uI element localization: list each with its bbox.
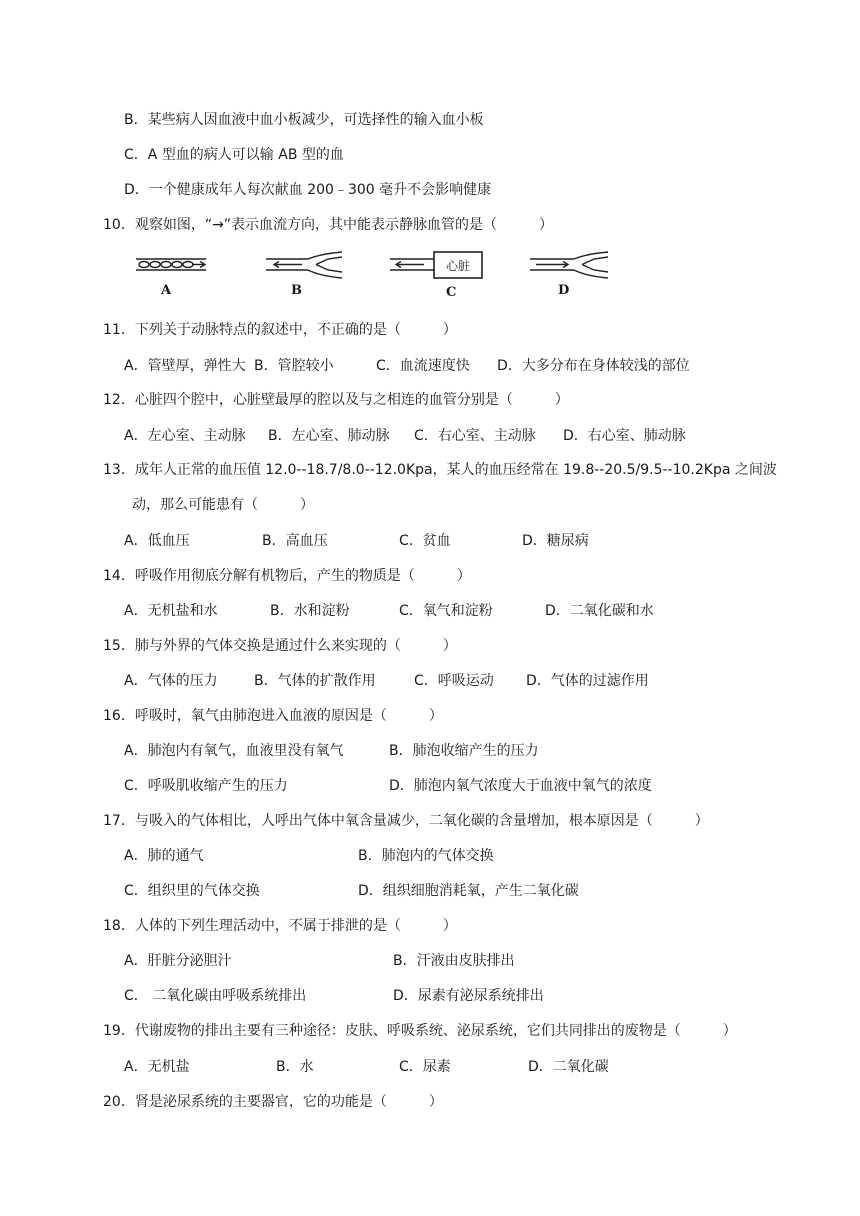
q9-option-d: D．一个健康成年人每次献血 200﹣300 毫升不会影响健康 [124,182,492,198]
vessel-b-diagram [266,252,342,278]
q15-option-b: B．气体的扩散作用 [254,673,376,689]
q13-option-d: D．糖尿病 [522,533,589,549]
q18-option-b: B．汗液由皮肤排出 [393,953,515,969]
heart-label: 心脏 [445,259,471,273]
q15-option-a: A．气体的压力 [124,673,218,689]
q13-option-b: B．高血压 [262,533,328,549]
q19-option-a: A．无机盐 [124,1059,190,1075]
q12-option-a: A．左心室、主动脉 [124,428,246,444]
q16-option-d: D．肺泡内氧气浓度大于血液中氧气的浓度 [389,778,652,794]
q15-option-c: C．呼吸运动 [414,673,494,689]
q14-option-a: A．无机盐和水 [124,603,218,619]
q16-option-a: A．肺泡内有氧气，血液里没有氧气 [124,743,344,759]
figure-label-a: A [161,283,172,298]
q19-option-b: B．水 [276,1059,314,1075]
figure-label-c: C [446,285,457,300]
q13-stem-continued: 动，那么可能患有（ ） [132,497,314,513]
q13-option-a: A．低血压 [124,533,190,549]
q12-option-d: D．右心室、肺动脉 [563,428,686,444]
q20-stem: 20．肾是泌尿系统的主要器官，它的功能是（ ） [103,1094,443,1110]
q11-option-d: D．大多分布在身体较浅的部位 [497,358,690,374]
vessel-diagrams [128,250,618,286]
q12-option-c: C．右心室、主动脉 [414,428,536,444]
q17-option-b: B．肺泡内的气体交换 [358,848,494,864]
q13-option-c: C．贫血 [399,533,451,549]
q11-option-b: B．管腔较小 [254,358,334,374]
figure-label-b: B [291,283,302,298]
q14-option-d: D．二氧化碳和水 [545,603,654,619]
q10-stem: 10．观察如图，“→”表示血流方向，其中能表示静脉血管的是（ ） [103,217,554,233]
q10-blood-vessel-figure [128,250,618,302]
q15-stem: 15．肺与外界的气体交换是通过什么来实现的（ ） [103,638,457,654]
q17-option-a: A．肺的通气 [124,848,204,864]
q14-option-c: C．氧气和淀粉 [399,603,493,619]
q16-option-b: B．肺泡收缩产生的压力 [389,743,539,759]
q18-option-a: A．肝脏分泌胆汁 [124,953,232,969]
q19-stem: 19．代谢废物的排出主要有三种途径：皮肤、呼吸系统、泌尿系统，它们共同排出的废物是（ ） [103,1023,737,1039]
q11-stem: 11．下列关于动脉特点的叙述中，不正确的是（ ） [103,322,457,338]
q11-option-c: C．血流速度快 [376,358,470,374]
q14-option-b: B．水和淀粉 [270,603,350,619]
vessel-a-diagram [136,259,206,270]
q12-option-b: B．左心室、肺动脉 [268,428,390,444]
q17-option-d: D．组织细胞消耗氧，产生二氧化碳 [358,883,579,899]
q12-stem: 12．心脏四个腔中，心脏壁最厚的腔以及与之相连的血管分别是（ ） [103,392,569,408]
q19-option-d: D．二氧化碳 [528,1059,609,1075]
vessel-d-diagram [530,252,608,278]
q15-option-d: D．气体的过滤作用 [526,673,649,689]
q17-stem: 17．与吸入的气体相比，人呼出气体中氧含量减少，二氧化碳的含量增加，根本原因是（ ） [103,813,709,829]
q14-stem: 14．呼吸作用彻底分解有机物后，产生的物质是（ ） [103,568,471,584]
q19-option-c: C．尿素 [399,1059,451,1075]
q18-stem: 18．人体的下列生理活动中，不属于排泄的是（ ） [103,918,457,934]
q16-stem: 16．呼吸时，氧气由肺泡进入血液的原因是（ ） [103,708,443,724]
figure-label-d: D [558,283,570,298]
q17-option-c: C．组织里的气体交换 [124,883,260,899]
q18-option-c: C． 二氧化碳由呼吸系统排出 [124,988,307,1004]
q9-option-c: C．A 型血的病人可以输 AB 型的血 [124,147,344,163]
q16-option-c: C．呼吸肌收缩产生的压力 [124,778,288,794]
q18-option-d: D．尿素有泌尿系统排出 [393,988,544,1004]
q11-option-a: A．管壁厚，弹性大 [124,358,246,374]
q9-option-b: B．某些病人因血液中血小板减少，可选择性的输入血小板 [124,112,484,128]
q13-stem: 13．成年人正常的血压值 12.0--18.7/8.0--12.0Kpa，某人的血压经常在 19.8--20.5/9.5--10.2Kpa 之间波 [103,462,777,478]
